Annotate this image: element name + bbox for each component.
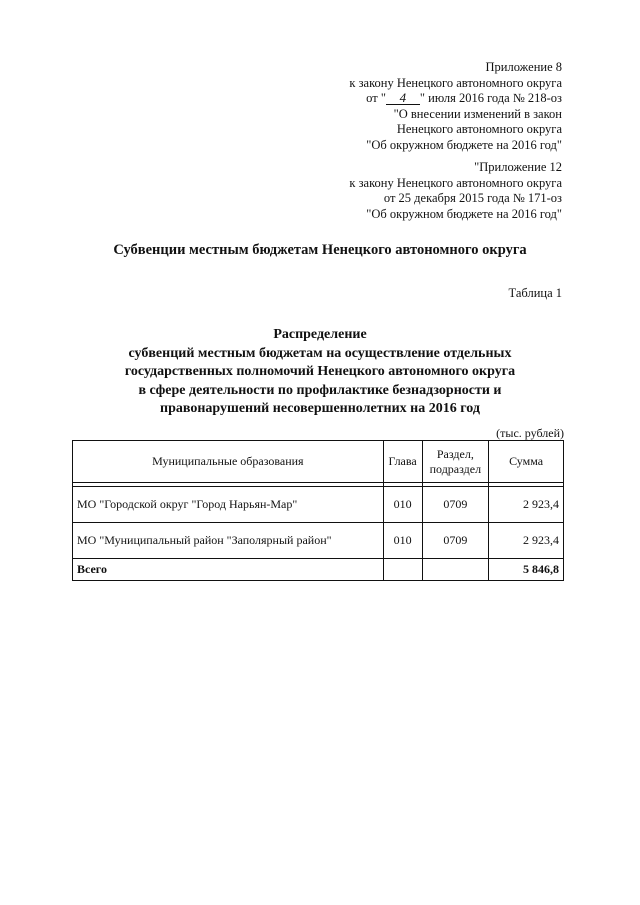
annex-8-title: Приложение 8 bbox=[485, 60, 562, 74]
distribution-title-line-1: Распределение bbox=[273, 327, 367, 342]
annex-12-title: "Приложение 12 bbox=[474, 160, 562, 174]
row-section: 0709 bbox=[422, 523, 489, 559]
units-label: (тыс. рублей) bbox=[496, 426, 564, 440]
annex-8-date-line: от " 4 " июля 2016 года № 218-оз bbox=[366, 90, 562, 105]
table-row bbox=[73, 487, 564, 523]
main-title: Субвенции местным бюджетам Ненецкого автономного округа bbox=[113, 242, 527, 258]
annex-12-header bbox=[349, 160, 562, 222]
annex-12-law-title: "Об окружном бюджете на 2016 год" bbox=[366, 206, 562, 221]
table-row bbox=[73, 523, 564, 559]
row-sum: 2 923,4 bbox=[489, 523, 564, 559]
handwritten-day: 4 bbox=[386, 92, 420, 105]
total-sum: 5 846,8 bbox=[489, 559, 564, 581]
annex-8-law-ref: к закону Ненецкого автономного округа bbox=[349, 75, 562, 90]
header-municipalities: Муниципальные образования bbox=[73, 441, 384, 483]
row-chapter: 010 bbox=[383, 523, 422, 559]
subventions-table bbox=[72, 440, 564, 581]
distribution-title bbox=[0, 326, 640, 419]
table-label: Таблица 1 bbox=[508, 286, 562, 300]
total-label: Всего bbox=[73, 559, 384, 581]
annex-8-header bbox=[349, 60, 562, 153]
header-chapter: Глава bbox=[383, 441, 422, 483]
table-total-row bbox=[73, 559, 564, 581]
header-section: Раздел, подраздел bbox=[422, 441, 489, 483]
row-municipality: МО "Муниципальный район "Заполярный район" bbox=[73, 523, 384, 559]
row-chapter: 010 bbox=[383, 487, 422, 523]
annex-8-law-title-1: "О внесении изменений в закон bbox=[393, 106, 562, 121]
distribution-title-line-4: в сфере деятельности по профилактике безнадзорности и bbox=[138, 382, 502, 398]
header-sum: Сумма bbox=[489, 441, 564, 483]
annex-12-date-line: от 25 декабря 2015 года № 171-оз bbox=[383, 191, 562, 205]
row-sum: 2 923,4 bbox=[489, 487, 564, 523]
distribution-title-line-5: правонарушений несовершеннолетних на 2016 год bbox=[160, 401, 480, 416]
row-municipality: МО "Городской округ "Город Нарьян-Мар" bbox=[73, 487, 384, 523]
distribution-title-line-3: государственных полномочий Ненецкого автономного округа bbox=[124, 364, 516, 379]
annex-12-law-ref: к закону Ненецкого автономного округа bbox=[349, 175, 562, 190]
row-section: 0709 bbox=[422, 487, 489, 523]
distribution-title-line-2: субвенций местным бюджетам на осуществление отдельных bbox=[128, 345, 512, 361]
annex-8-law-title-2: Ненецкого автономного округа bbox=[396, 122, 562, 136]
table-header-row bbox=[73, 441, 564, 483]
annex-8-law-title-3: "Об окружном бюджете на 2016 год" bbox=[366, 137, 562, 152]
